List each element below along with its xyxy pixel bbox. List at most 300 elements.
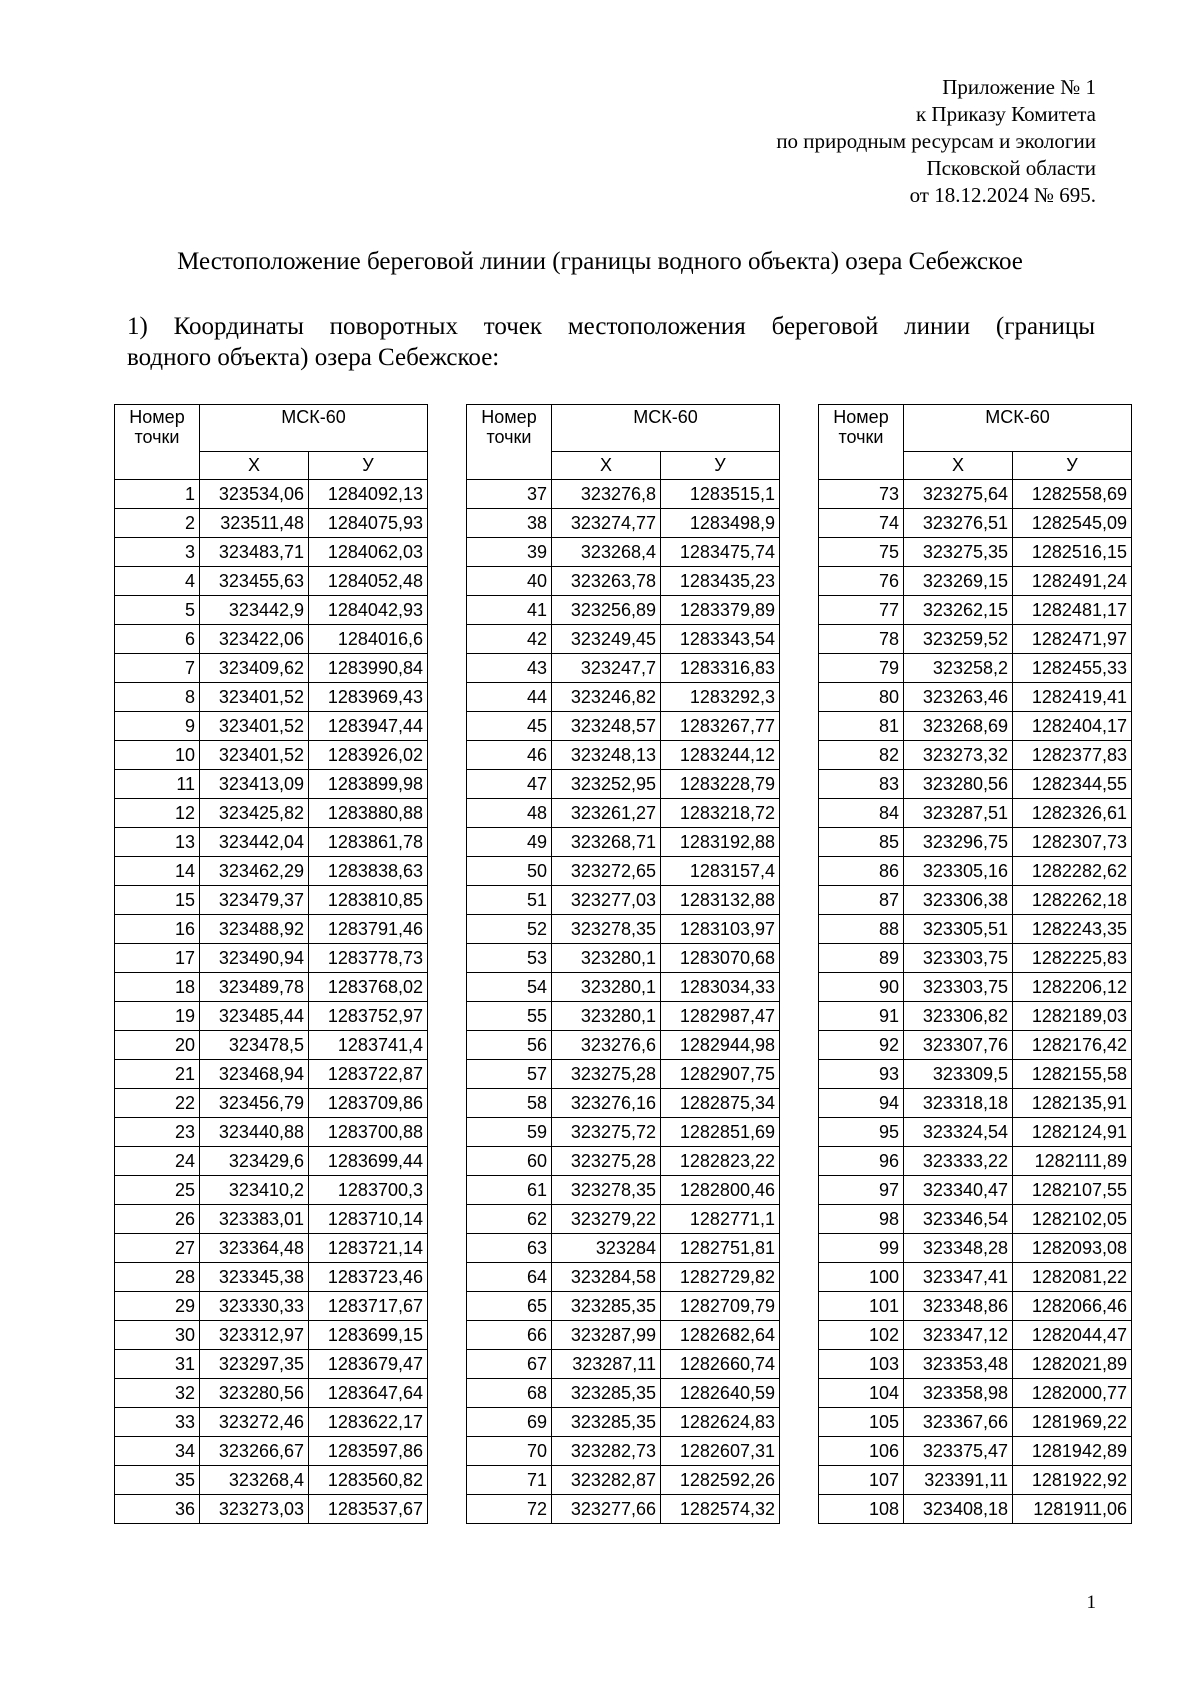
x-coordinate-cell: 323275,28 xyxy=(552,1060,661,1089)
point-number-cell: 66 xyxy=(467,1321,552,1350)
x-coordinate-cell: 323330,33 xyxy=(200,1292,309,1321)
y-coordinate-cell: 1282800,46 xyxy=(661,1176,780,1205)
point-number-cell: 30 xyxy=(115,1321,200,1350)
x-coordinate-cell: 323409,62 xyxy=(200,654,309,683)
point-number-cell: 15 xyxy=(115,886,200,915)
x-coordinate-cell: 323273,32 xyxy=(904,741,1013,770)
x-coordinate-cell: 323262,15 xyxy=(904,596,1013,625)
table-row xyxy=(115,828,428,857)
x-coordinate-cell: 323282,73 xyxy=(552,1437,661,1466)
point-number-cell: 83 xyxy=(819,770,904,799)
point-number-cell: 8 xyxy=(115,683,200,712)
point-number-cell: 104 xyxy=(819,1379,904,1408)
point-number-cell: 2 xyxy=(115,509,200,538)
table-row xyxy=(115,1089,428,1118)
point-number-cell: 79 xyxy=(819,654,904,683)
y-coordinate-cell: 1283560,82 xyxy=(309,1466,428,1495)
table-row xyxy=(115,886,428,915)
point-number-cell: 88 xyxy=(819,915,904,944)
x-coordinate-cell: 323248,13 xyxy=(552,741,661,770)
point-number-cell: 47 xyxy=(467,770,552,799)
x-coordinate-cell: 323273,03 xyxy=(200,1495,309,1524)
x-coordinate-cell: 323285,35 xyxy=(552,1379,661,1408)
point-number-cell: 95 xyxy=(819,1118,904,1147)
table-row xyxy=(467,1060,780,1089)
y-coordinate-cell: 1282574,32 xyxy=(661,1495,780,1524)
point-number-cell: 27 xyxy=(115,1234,200,1263)
x-coordinate-cell: 323489,78 xyxy=(200,973,309,1002)
table-row xyxy=(467,857,780,886)
table-row xyxy=(115,1379,428,1408)
y-coordinate-cell: 1281942,89 xyxy=(1013,1437,1132,1466)
y-coordinate-cell: 1284062,03 xyxy=(309,538,428,567)
x-coordinate-cell: 323279,22 xyxy=(552,1205,661,1234)
table-row xyxy=(467,944,780,973)
point-number-cell: 56 xyxy=(467,1031,552,1060)
point-number-cell: 34 xyxy=(115,1437,200,1466)
y-coordinate-cell: 1282135,91 xyxy=(1013,1089,1132,1118)
header-y: У xyxy=(309,452,428,480)
y-coordinate-cell: 1283969,43 xyxy=(309,683,428,712)
table-row xyxy=(819,1437,1132,1466)
table-row xyxy=(115,596,428,625)
table-row xyxy=(819,712,1132,741)
point-number-cell: 48 xyxy=(467,799,552,828)
y-coordinate-cell: 1282000,77 xyxy=(1013,1379,1132,1408)
point-number-cell: 86 xyxy=(819,857,904,886)
x-coordinate-cell: 323305,16 xyxy=(904,857,1013,886)
x-coordinate-cell: 323246,82 xyxy=(552,683,661,712)
point-number-cell: 17 xyxy=(115,944,200,973)
x-coordinate-cell: 323391,11 xyxy=(904,1466,1013,1495)
table-row xyxy=(115,1002,428,1031)
y-coordinate-cell: 1282771,1 xyxy=(661,1205,780,1234)
table-row xyxy=(819,1495,1132,1524)
x-coordinate-cell: 323483,71 xyxy=(200,538,309,567)
table-row xyxy=(819,1263,1132,1292)
x-coordinate-cell: 323275,72 xyxy=(552,1118,661,1147)
x-coordinate-cell: 323408,18 xyxy=(904,1495,1013,1524)
y-coordinate-cell: 1282189,03 xyxy=(1013,1002,1132,1031)
x-coordinate-cell: 323276,8 xyxy=(552,480,661,509)
y-coordinate-cell: 1282404,17 xyxy=(1013,712,1132,741)
y-coordinate-cell: 1282607,31 xyxy=(661,1437,780,1466)
table-row xyxy=(819,1205,1132,1234)
table-row xyxy=(467,1263,780,1292)
x-coordinate-cell: 323340,47 xyxy=(904,1176,1013,1205)
point-number-cell: 67 xyxy=(467,1350,552,1379)
x-coordinate-cell: 323285,35 xyxy=(552,1408,661,1437)
heading-word: поворотных xyxy=(329,313,458,340)
y-coordinate-cell: 1283699,44 xyxy=(309,1147,428,1176)
x-coordinate-cell: 323358,98 xyxy=(904,1379,1013,1408)
x-coordinate-cell: 323410,2 xyxy=(200,1176,309,1205)
y-coordinate-cell: 1282111,89 xyxy=(1013,1147,1132,1176)
x-coordinate-cell: 323401,52 xyxy=(200,712,309,741)
table-row xyxy=(819,1321,1132,1350)
point-number-cell: 40 xyxy=(467,567,552,596)
table-row xyxy=(819,509,1132,538)
x-coordinate-cell: 323401,52 xyxy=(200,741,309,770)
header-x: Х xyxy=(904,452,1013,480)
table-row xyxy=(819,1031,1132,1060)
x-coordinate-cell: 323248,57 xyxy=(552,712,661,741)
point-number-cell: 78 xyxy=(819,625,904,654)
y-coordinate-cell: 1283700,3 xyxy=(309,1176,428,1205)
table-row xyxy=(115,1408,428,1437)
y-coordinate-cell: 1283622,17 xyxy=(309,1408,428,1437)
point-number-cell: 54 xyxy=(467,973,552,1002)
point-number-cell: 3 xyxy=(115,538,200,567)
point-number-cell: 42 xyxy=(467,625,552,654)
point-number-cell: 96 xyxy=(819,1147,904,1176)
x-coordinate-cell: 323275,64 xyxy=(904,480,1013,509)
heading-word: 1) xyxy=(127,313,148,340)
point-number-cell: 92 xyxy=(819,1031,904,1060)
point-number-cell: 71 xyxy=(467,1466,552,1495)
y-coordinate-cell: 1283699,15 xyxy=(309,1321,428,1350)
point-number-cell: 5 xyxy=(115,596,200,625)
table-row xyxy=(819,1350,1132,1379)
x-coordinate-cell: 323324,54 xyxy=(904,1118,1013,1147)
appendix-header xyxy=(776,74,1096,209)
x-coordinate-cell: 323276,51 xyxy=(904,509,1013,538)
table-row xyxy=(819,596,1132,625)
table-row xyxy=(467,567,780,596)
table-row xyxy=(819,567,1132,596)
heading-word: береговой xyxy=(771,313,879,340)
table-row xyxy=(819,799,1132,828)
y-coordinate-cell: 1283218,72 xyxy=(661,799,780,828)
y-coordinate-cell: 1283498,9 xyxy=(661,509,780,538)
x-coordinate-cell: 323456,79 xyxy=(200,1089,309,1118)
table-row xyxy=(467,1089,780,1118)
table-row xyxy=(819,625,1132,654)
point-number-cell: 50 xyxy=(467,857,552,886)
table-row xyxy=(467,1234,780,1263)
y-coordinate-cell: 1283710,14 xyxy=(309,1205,428,1234)
table-row xyxy=(115,1437,428,1466)
y-coordinate-cell: 1283768,02 xyxy=(309,973,428,1002)
x-coordinate-cell: 323280,56 xyxy=(200,1379,309,1408)
x-coordinate-cell: 323284,58 xyxy=(552,1263,661,1292)
point-number-cell: 23 xyxy=(115,1118,200,1147)
table-row xyxy=(819,1089,1132,1118)
y-coordinate-cell: 1282326,61 xyxy=(1013,799,1132,828)
point-number-cell: 62 xyxy=(467,1205,552,1234)
point-number-cell: 14 xyxy=(115,857,200,886)
point-number-cell: 73 xyxy=(819,480,904,509)
page-number: 1 xyxy=(1086,1592,1096,1613)
y-coordinate-cell: 1283515,1 xyxy=(661,480,780,509)
x-coordinate-cell: 323309,5 xyxy=(904,1060,1013,1089)
x-coordinate-cell: 323348,86 xyxy=(904,1292,1013,1321)
point-number-cell: 107 xyxy=(819,1466,904,1495)
point-number-cell: 76 xyxy=(819,567,904,596)
y-coordinate-cell: 1283647,64 xyxy=(309,1379,428,1408)
x-coordinate-cell: 323282,87 xyxy=(552,1466,661,1495)
point-number-cell: 24 xyxy=(115,1147,200,1176)
header-point-number: Номер точки xyxy=(115,405,200,480)
table-row xyxy=(115,1350,428,1379)
table-row xyxy=(467,973,780,1002)
y-coordinate-cell: 1282377,83 xyxy=(1013,741,1132,770)
x-coordinate-cell: 323440,88 xyxy=(200,1118,309,1147)
point-number-cell: 61 xyxy=(467,1176,552,1205)
point-number-cell: 74 xyxy=(819,509,904,538)
point-number-cell: 28 xyxy=(115,1263,200,1292)
y-coordinate-cell: 1282243,35 xyxy=(1013,915,1132,944)
table-row xyxy=(115,712,428,741)
table-row xyxy=(467,480,780,509)
point-number-cell: 90 xyxy=(819,973,904,1002)
point-number-cell: 31 xyxy=(115,1350,200,1379)
y-coordinate-cell: 1283244,12 xyxy=(661,741,780,770)
y-coordinate-cell: 1282344,55 xyxy=(1013,770,1132,799)
table-row xyxy=(467,1408,780,1437)
point-number-cell: 60 xyxy=(467,1147,552,1176)
x-coordinate-cell: 323259,52 xyxy=(904,625,1013,654)
x-coordinate-cell: 323353,48 xyxy=(904,1350,1013,1379)
point-number-cell: 52 xyxy=(467,915,552,944)
x-coordinate-cell: 323277,03 xyxy=(552,886,661,915)
point-number-cell: 13 xyxy=(115,828,200,857)
table-row xyxy=(819,915,1132,944)
table-row xyxy=(115,1118,428,1147)
appendix-header-line: Приложение № 1 xyxy=(942,75,1096,99)
table-row xyxy=(819,480,1132,509)
point-number-cell: 46 xyxy=(467,741,552,770)
x-coordinate-cell: 323485,44 xyxy=(200,1002,309,1031)
point-number-cell: 44 xyxy=(467,683,552,712)
x-coordinate-cell: 323287,11 xyxy=(552,1350,661,1379)
table-row xyxy=(115,1031,428,1060)
y-coordinate-cell: 1282682,64 xyxy=(661,1321,780,1350)
x-coordinate-cell: 323276,16 xyxy=(552,1089,661,1118)
coordinates-table-2 xyxy=(466,404,780,1524)
x-coordinate-cell: 323401,52 xyxy=(200,683,309,712)
header-system: МСК-60 xyxy=(552,405,780,452)
y-coordinate-cell: 1282709,79 xyxy=(661,1292,780,1321)
x-coordinate-cell: 323278,35 xyxy=(552,1176,661,1205)
point-number-cell: 72 xyxy=(467,1495,552,1524)
y-coordinate-cell: 1283723,46 xyxy=(309,1263,428,1292)
table-row xyxy=(819,886,1132,915)
table-row xyxy=(819,654,1132,683)
y-coordinate-cell: 1284075,93 xyxy=(309,509,428,538)
table-row xyxy=(467,886,780,915)
header-system: МСК-60 xyxy=(904,405,1132,452)
point-number-cell: 55 xyxy=(467,1002,552,1031)
point-number-cell: 70 xyxy=(467,1437,552,1466)
x-coordinate-cell: 323488,92 xyxy=(200,915,309,944)
point-number-cell: 91 xyxy=(819,1002,904,1031)
point-number-cell: 16 xyxy=(115,915,200,944)
y-coordinate-cell: 1282640,59 xyxy=(661,1379,780,1408)
y-coordinate-cell: 1283861,78 xyxy=(309,828,428,857)
coordinates-table-3 xyxy=(818,404,1132,1524)
y-coordinate-cell: 1282206,12 xyxy=(1013,973,1132,1002)
y-coordinate-cell: 1284016,6 xyxy=(309,625,428,654)
x-coordinate-cell: 323347,41 xyxy=(904,1263,1013,1292)
y-coordinate-cell: 1283034,33 xyxy=(661,973,780,1002)
y-coordinate-cell: 1281911,06 xyxy=(1013,1495,1132,1524)
header-system: МСК-60 xyxy=(200,405,428,452)
point-number-cell: 41 xyxy=(467,596,552,625)
x-coordinate-cell: 323287,99 xyxy=(552,1321,661,1350)
point-number-cell: 57 xyxy=(467,1060,552,1089)
y-coordinate-cell: 1282044,47 xyxy=(1013,1321,1132,1350)
point-number-cell: 84 xyxy=(819,799,904,828)
point-number-cell: 85 xyxy=(819,828,904,857)
x-coordinate-cell: 323462,29 xyxy=(200,857,309,886)
point-number-cell: 94 xyxy=(819,1089,904,1118)
table-row xyxy=(115,973,428,1002)
y-coordinate-cell: 1282176,42 xyxy=(1013,1031,1132,1060)
x-coordinate-cell: 323367,66 xyxy=(904,1408,1013,1437)
y-coordinate-cell: 1282124,91 xyxy=(1013,1118,1132,1147)
x-coordinate-cell: 323275,35 xyxy=(904,538,1013,567)
table-row xyxy=(115,1060,428,1089)
x-coordinate-cell: 323346,54 xyxy=(904,1205,1013,1234)
y-coordinate-cell: 1283947,44 xyxy=(309,712,428,741)
point-number-cell: 20 xyxy=(115,1031,200,1060)
point-number-cell: 99 xyxy=(819,1234,904,1263)
x-coordinate-cell: 323364,48 xyxy=(200,1234,309,1263)
table-row xyxy=(467,799,780,828)
x-coordinate-cell: 323442,9 xyxy=(200,596,309,625)
y-coordinate-cell: 1282021,89 xyxy=(1013,1350,1132,1379)
x-coordinate-cell: 323422,06 xyxy=(200,625,309,654)
y-coordinate-cell: 1283192,88 xyxy=(661,828,780,857)
y-coordinate-cell: 1283752,97 xyxy=(309,1002,428,1031)
point-number-cell: 63 xyxy=(467,1234,552,1263)
header-x: Х xyxy=(552,452,661,480)
table-row xyxy=(467,1002,780,1031)
table-row xyxy=(115,567,428,596)
point-number-cell: 106 xyxy=(819,1437,904,1466)
point-number-cell: 49 xyxy=(467,828,552,857)
table-row xyxy=(467,1379,780,1408)
table-row xyxy=(467,625,780,654)
y-coordinate-cell: 1282875,34 xyxy=(661,1089,780,1118)
table-row xyxy=(115,538,428,567)
table-row xyxy=(467,741,780,770)
point-number-cell: 18 xyxy=(115,973,200,1002)
y-coordinate-cell: 1283700,88 xyxy=(309,1118,428,1147)
y-coordinate-cell: 1282262,18 xyxy=(1013,886,1132,915)
y-coordinate-cell: 1283899,98 xyxy=(309,770,428,799)
point-number-cell: 100 xyxy=(819,1263,904,1292)
x-coordinate-cell: 323287,51 xyxy=(904,799,1013,828)
point-number-cell: 93 xyxy=(819,1060,904,1089)
y-coordinate-cell: 1282558,69 xyxy=(1013,480,1132,509)
y-coordinate-cell: 1283070,68 xyxy=(661,944,780,973)
point-number-cell: 89 xyxy=(819,944,904,973)
y-coordinate-cell: 1283838,63 xyxy=(309,857,428,886)
y-coordinate-cell: 1282660,74 xyxy=(661,1350,780,1379)
table-row xyxy=(115,1466,428,1495)
point-number-cell: 7 xyxy=(115,654,200,683)
y-coordinate-cell: 1282907,75 xyxy=(661,1060,780,1089)
y-coordinate-cell: 1282066,46 xyxy=(1013,1292,1132,1321)
y-coordinate-cell: 1282282,62 xyxy=(1013,857,1132,886)
x-coordinate-cell: 323266,67 xyxy=(200,1437,309,1466)
table-row xyxy=(819,1379,1132,1408)
table-row xyxy=(467,1176,780,1205)
y-coordinate-cell: 1282592,26 xyxy=(661,1466,780,1495)
point-number-cell: 22 xyxy=(115,1089,200,1118)
x-coordinate-cell: 323511,48 xyxy=(200,509,309,538)
x-coordinate-cell: 323478,5 xyxy=(200,1031,309,1060)
x-coordinate-cell: 323297,35 xyxy=(200,1350,309,1379)
x-coordinate-cell: 323333,22 xyxy=(904,1147,1013,1176)
x-coordinate-cell: 323455,63 xyxy=(200,567,309,596)
x-coordinate-cell: 323277,66 xyxy=(552,1495,661,1524)
header-x: Х xyxy=(200,452,309,480)
table-row xyxy=(467,596,780,625)
x-coordinate-cell: 323442,04 xyxy=(200,828,309,857)
x-coordinate-cell: 323274,77 xyxy=(552,509,661,538)
point-number-cell: 97 xyxy=(819,1176,904,1205)
table-row xyxy=(819,741,1132,770)
y-coordinate-cell: 1284092,13 xyxy=(309,480,428,509)
y-coordinate-cell: 1283316,83 xyxy=(661,654,780,683)
y-coordinate-cell: 1283343,54 xyxy=(661,625,780,654)
table-row xyxy=(115,1263,428,1292)
heading-word: (границы xyxy=(995,313,1095,340)
table-row xyxy=(467,538,780,567)
y-coordinate-cell: 1282093,08 xyxy=(1013,1234,1132,1263)
point-number-cell: 25 xyxy=(115,1176,200,1205)
x-coordinate-cell: 323275,28 xyxy=(552,1147,661,1176)
y-coordinate-cell: 1283132,88 xyxy=(661,886,780,915)
point-number-cell: 6 xyxy=(115,625,200,654)
point-number-cell: 26 xyxy=(115,1205,200,1234)
table-row xyxy=(115,915,428,944)
x-coordinate-cell: 323312,97 xyxy=(200,1321,309,1350)
appendix-header-line: к Приказу Комитета xyxy=(915,102,1096,126)
table-row xyxy=(115,1234,428,1263)
section-heading-line-2: водного объекта) озера Себежское: xyxy=(127,344,500,371)
x-coordinate-cell: 323303,75 xyxy=(904,944,1013,973)
table-row xyxy=(467,1031,780,1060)
x-coordinate-cell: 323268,69 xyxy=(904,712,1013,741)
appendix-header-line: от 18.12.2024 № 695. xyxy=(909,183,1096,207)
y-coordinate-cell: 1283597,86 xyxy=(309,1437,428,1466)
point-number-cell: 59 xyxy=(467,1118,552,1147)
point-number-cell: 108 xyxy=(819,1495,904,1524)
x-coordinate-cell: 323425,82 xyxy=(200,799,309,828)
y-coordinate-cell: 1282491,24 xyxy=(1013,567,1132,596)
x-coordinate-cell: 323249,45 xyxy=(552,625,661,654)
point-number-cell: 75 xyxy=(819,538,904,567)
point-number-cell: 80 xyxy=(819,683,904,712)
header-y: У xyxy=(1013,452,1132,480)
table-row xyxy=(467,828,780,857)
table-row xyxy=(115,1495,428,1524)
y-coordinate-cell: 1283990,84 xyxy=(309,654,428,683)
table-row xyxy=(467,654,780,683)
point-number-cell: 101 xyxy=(819,1292,904,1321)
table-row xyxy=(819,1176,1132,1205)
table-row xyxy=(819,828,1132,857)
y-coordinate-cell: 1282155,58 xyxy=(1013,1060,1132,1089)
y-coordinate-cell: 1283267,77 xyxy=(661,712,780,741)
table-row xyxy=(819,1466,1132,1495)
point-number-cell: 11 xyxy=(115,770,200,799)
table-row xyxy=(819,1060,1132,1089)
